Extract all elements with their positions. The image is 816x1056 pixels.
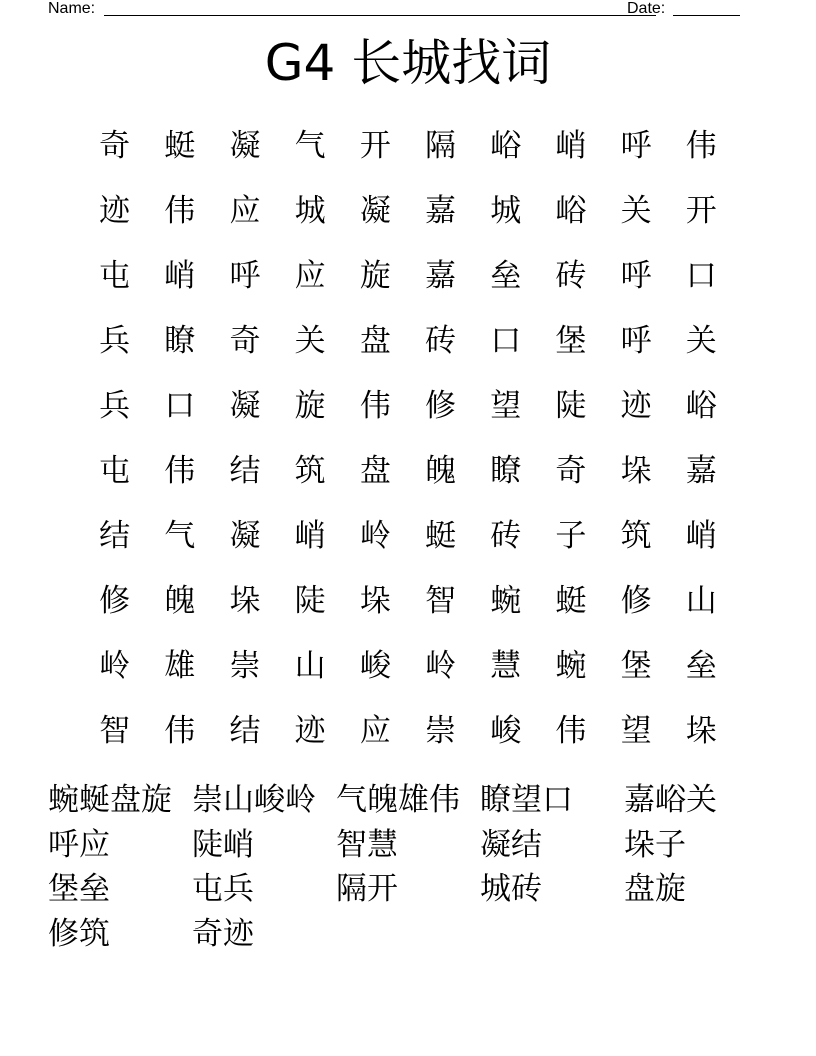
grid-cell: 峻 <box>359 648 391 684</box>
grid-cell: 旋 <box>359 258 391 294</box>
grid-cell: 嘉 <box>425 258 457 294</box>
grid-cell: 伟 <box>359 388 391 424</box>
word-bank-item: 奇迹 <box>192 915 254 952</box>
grid-cell: 垛 <box>685 713 717 749</box>
grid-cell: 结 <box>229 713 261 749</box>
grid-cell: 气 <box>294 128 326 164</box>
word-bank <box>48 778 768 956</box>
word-bank-item: 城砖 <box>480 871 542 907</box>
grid-cell: 应 <box>294 258 326 294</box>
grid-cell: 凝 <box>229 128 261 164</box>
grid-cell: 智 <box>99 713 131 749</box>
grid-cell: 兵 <box>99 323 131 359</box>
grid-cell: 修 <box>425 388 457 424</box>
grid-cell: 峪 <box>490 128 522 164</box>
word-bank-item: 蜿蜒盘旋 <box>48 782 172 818</box>
grid-cell: 修 <box>620 583 652 619</box>
header <box>48 0 748 18</box>
grid-cell: 开 <box>685 193 717 229</box>
grid-cell: 奇 <box>555 453 587 489</box>
grid-cell: 伟 <box>685 128 717 164</box>
grid-cell: 雄 <box>164 648 196 684</box>
grid-cell: 呼 <box>620 258 652 294</box>
grid-cell: 子 <box>555 518 587 554</box>
grid-cell: 崇 <box>425 713 457 749</box>
grid-cell: 垒 <box>490 258 522 294</box>
grid-cell: 结 <box>99 518 131 554</box>
grid-cell: 嘉 <box>685 453 717 489</box>
grid-cell: 山 <box>294 648 326 684</box>
word-bank-item: 陡峭 <box>192 826 254 863</box>
grid-cell: 陡 <box>555 388 587 424</box>
grid-cell: 岭 <box>425 648 457 684</box>
grid-cell: 蜓 <box>164 128 196 164</box>
grid-cell: 伟 <box>164 453 196 489</box>
grid-cell: 砖 <box>425 323 457 359</box>
grid-cell: 智 <box>425 583 457 619</box>
word-bank-item: 呼应 <box>48 826 110 863</box>
grid-cell: 呼 <box>620 128 652 164</box>
grid-cell: 砖 <box>555 258 587 294</box>
grid-cell: 陡 <box>294 583 326 619</box>
word-bank-item: 智慧 <box>336 826 398 863</box>
grid-cell: 峻 <box>490 713 522 749</box>
grid-cell: 筑 <box>620 518 652 554</box>
grid-cell: 伟 <box>555 713 587 749</box>
grid-cell: 屯 <box>99 258 131 294</box>
grid-cell: 垒 <box>685 648 717 684</box>
grid-cell: 蜿 <box>555 648 587 684</box>
grid-cell: 伟 <box>164 713 196 749</box>
grid-cell: 堡 <box>555 323 587 359</box>
date-label: Date: <box>627 0 666 17</box>
grid-cell: 关 <box>294 323 326 359</box>
grid-cell: 兵 <box>99 388 131 424</box>
word-bank-item: 嘉峪关 <box>624 782 717 818</box>
grid-cell: 瞭 <box>164 323 196 359</box>
grid-cell: 盘 <box>359 323 391 359</box>
word-bank-item: 盘旋 <box>624 871 686 907</box>
grid-cell: 开 <box>359 128 391 164</box>
grid-cell: 奇 <box>229 323 261 359</box>
grid-cell: 迹 <box>620 388 652 424</box>
grid-cell: 关 <box>620 193 652 229</box>
grid-cell: 旋 <box>294 388 326 424</box>
grid-cell: 崇 <box>229 648 261 684</box>
grid-cell: 蜓 <box>425 518 457 554</box>
grid-cell: 凝 <box>229 388 261 424</box>
grid-cell: 凝 <box>229 518 261 554</box>
word-bank-item: 堡垒 <box>48 871 110 907</box>
word-bank-item: 隔开 <box>336 871 398 907</box>
name-blank-line <box>104 15 656 16</box>
grid-cell: 砖 <box>490 518 522 554</box>
date-blank-line <box>673 15 740 16</box>
word-bank-item: 崇山峻岭 <box>192 782 316 818</box>
word-bank-item: 垛子 <box>624 826 686 863</box>
grid-cell: 慧 <box>490 648 522 684</box>
grid-cell: 岭 <box>359 518 391 554</box>
grid-cell: 城 <box>490 193 522 229</box>
word-bank-item: 凝结 <box>480 826 542 863</box>
grid-cell: 垛 <box>359 583 391 619</box>
grid-cell: 山 <box>685 583 717 619</box>
grid-cell: 屯 <box>99 453 131 489</box>
grid-cell: 结 <box>229 453 261 489</box>
grid-cell: 峭 <box>685 518 717 554</box>
grid-cell: 口 <box>164 388 196 424</box>
grid-cell: 魄 <box>425 453 457 489</box>
grid-cell: 奇 <box>99 128 131 164</box>
grid-cell: 应 <box>359 713 391 749</box>
grid-cell: 蜿 <box>490 583 522 619</box>
grid-cell: 峪 <box>555 193 587 229</box>
grid-cell: 峭 <box>294 518 326 554</box>
grid-cell: 伟 <box>164 193 196 229</box>
grid-cell: 峭 <box>555 128 587 164</box>
grid-cell: 口 <box>490 323 522 359</box>
grid-cell: 瞭 <box>490 453 522 489</box>
page-title: G4 长城找词 <box>264 34 552 92</box>
grid-cell: 嘉 <box>425 193 457 229</box>
grid-cell: 气 <box>164 518 196 554</box>
grid-cell: 峭 <box>164 258 196 294</box>
word-bank-item: 瞭望口 <box>480 782 573 818</box>
grid-cell: 迹 <box>99 193 131 229</box>
word-search-grid <box>82 110 734 760</box>
grid-cell: 呼 <box>229 258 261 294</box>
grid-cell: 垛 <box>229 583 261 619</box>
grid-cell: 城 <box>294 193 326 229</box>
grid-cell: 应 <box>229 193 261 229</box>
grid-cell: 修 <box>99 583 131 619</box>
grid-cell: 堡 <box>620 648 652 684</box>
grid-cell: 口 <box>685 258 717 294</box>
grid-cell: 关 <box>685 323 717 359</box>
grid-cell: 迹 <box>294 713 326 749</box>
word-bank-item: 修筑 <box>48 915 110 952</box>
grid-cell: 峪 <box>685 388 717 424</box>
grid-cell: 呼 <box>620 323 652 359</box>
grid-cell: 岭 <box>99 648 131 684</box>
grid-cell: 凝 <box>359 193 391 229</box>
grid-cell: 隔 <box>425 128 457 164</box>
grid-cell: 垛 <box>620 453 652 489</box>
name-label: Name: <box>48 0 96 17</box>
grid-cell: 盘 <box>359 453 391 489</box>
grid-cell: 望 <box>620 713 652 749</box>
grid-cell: 魄 <box>164 583 196 619</box>
word-bank-item: 气魄雄伟 <box>336 782 460 818</box>
word-bank-item: 屯兵 <box>192 871 254 907</box>
grid-cell: 筑 <box>294 453 326 489</box>
grid-cell: 望 <box>490 388 522 424</box>
grid-cell: 蜓 <box>555 583 587 619</box>
